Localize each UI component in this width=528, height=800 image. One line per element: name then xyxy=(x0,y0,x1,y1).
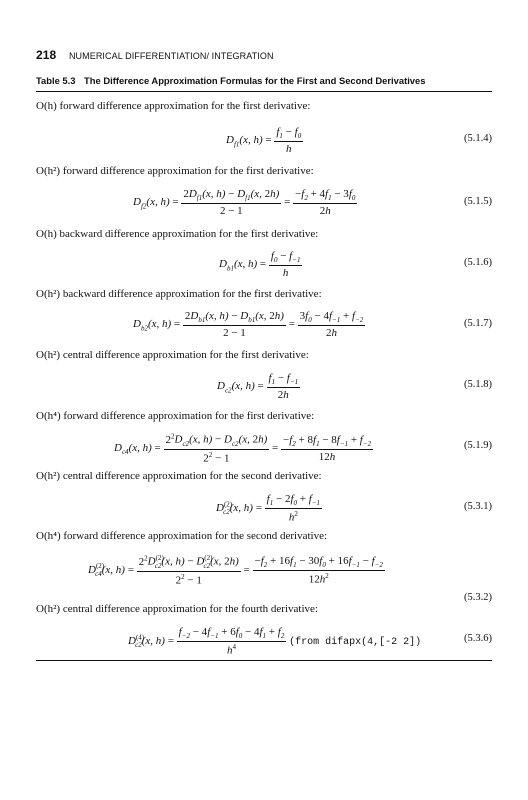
equation-number: (5.1.8) xyxy=(464,379,492,390)
section-heading: O(h⁴) forward difference approximation for the second derivative: xyxy=(36,530,328,542)
section-heading: O(h) backward difference approximation for the first derivative: xyxy=(36,228,319,240)
section-heading: O(h²) forward difference approximation for the first derivative: xyxy=(36,165,314,177)
equation-5-3-6: $D^{(4)}_{c2}(x$, h) = $\frac{f_{-2} - 4f_{-1} + 6f_0 - 4f_1 + f_2}{h^4}$ (from difapx(4,[-2 2]) xyxy=(128,626,422,657)
table-title: The Difference Approximation Formulas for the First and Second Derivatives xyxy=(84,75,426,86)
equation-5-3-2: $D^{(2)}_{c4}(x$, h) = $\frac{2^2D^{(2)}_{c2}(x, h) - D^{(2)}_{c2}(x, 2h)}{2^2 - 1}$ = $\frac{-f_2 + 16f_1 - 30f_0 + 16f_{-1} - f_{-2}}{12h^2}$ xyxy=(88,554,383,587)
section-heading: O(h²) central difference approximation for the second derivative: xyxy=(36,470,322,482)
equation-5-1-7: $D_{b2}(x$, h) = $\frac{2D_{b1}(x, h) - D_{b1}(x, 2h)}{2 - 1}$ = $\frac{3f_0 - 4f_{-1} + f_{-2}}{2h}$ xyxy=(133,310,364,340)
section-heading: O(h⁴) forward difference approximation for the first derivative: xyxy=(36,410,315,422)
equation-5-1-5: $D_{f2}(x$, h) = $\frac{2D_{f1}(x, h) - D_{f1}(x, 2h)}{2 - 1}$ = $\frac{-f_2 + 4f_1 - 3f_0}{2h}$ xyxy=(133,188,356,218)
section-heading: O(h) forward difference approximation for the first derivative: xyxy=(36,100,311,112)
equation-number: (5.1.5) xyxy=(464,196,492,207)
equation-number: (5.1.6) xyxy=(464,257,492,268)
equation-5-3-1: $D^{(2)}_{c2}(x$, h) = $\frac{f_1 - 2f_0 + f_{-1}}{h^2}$ xyxy=(216,493,321,524)
source-note: (from difapx(4,[-2 2]) xyxy=(289,636,422,648)
section-heading: O(h²) central difference approximation for the fourth derivative: xyxy=(36,603,318,615)
top-rule xyxy=(36,91,492,92)
equation-5-1-8: $D_{c2}(x$, h) = $\frac{f_1 - f_{-1}}{2h}$ xyxy=(217,372,299,402)
equation-number: (5.3.6) xyxy=(464,633,492,644)
section-heading: O(h²) backward difference approximation for the first derivative: xyxy=(36,288,322,300)
equation-5-1-4: $D_{f1}(x$, h) = $\frac{f_1 - f_0}{h}$ xyxy=(226,126,302,156)
table-label: Table 5.3 xyxy=(36,75,76,86)
page-number: 218 xyxy=(36,48,57,62)
equation-number: (5.1.9) xyxy=(464,440,492,451)
bottom-rule xyxy=(36,660,492,661)
table-caption xyxy=(36,75,425,86)
running-header xyxy=(36,48,274,62)
equation-5-1-6: $D_{b1}(x$, h) = $\frac{f_0 - f_{-1}}{h}$ xyxy=(219,250,301,280)
equation-number: (5.1.4) xyxy=(464,133,492,144)
equation-5-1-9: $D_{c4}(x$, h) = $\frac{2^2D_{c2}(x, h) - D_{c2}(x, 2h)}{2^2 - 1}$ = $\frac{-f_2 + 8f_1 - 8f_{-1} + f_{-2}}{12h}$ xyxy=(114,432,372,465)
equation-number: (5.3.1) xyxy=(464,501,492,512)
equation-number: (5.1.7) xyxy=(464,318,492,329)
equation-number: (5.3.2) xyxy=(464,592,492,603)
running-title: NUMERICAL DIFFERENTIATION/ INTEGRATION xyxy=(68,51,274,61)
section-heading: O(h²) central difference approximation for the first derivative: xyxy=(36,349,309,361)
